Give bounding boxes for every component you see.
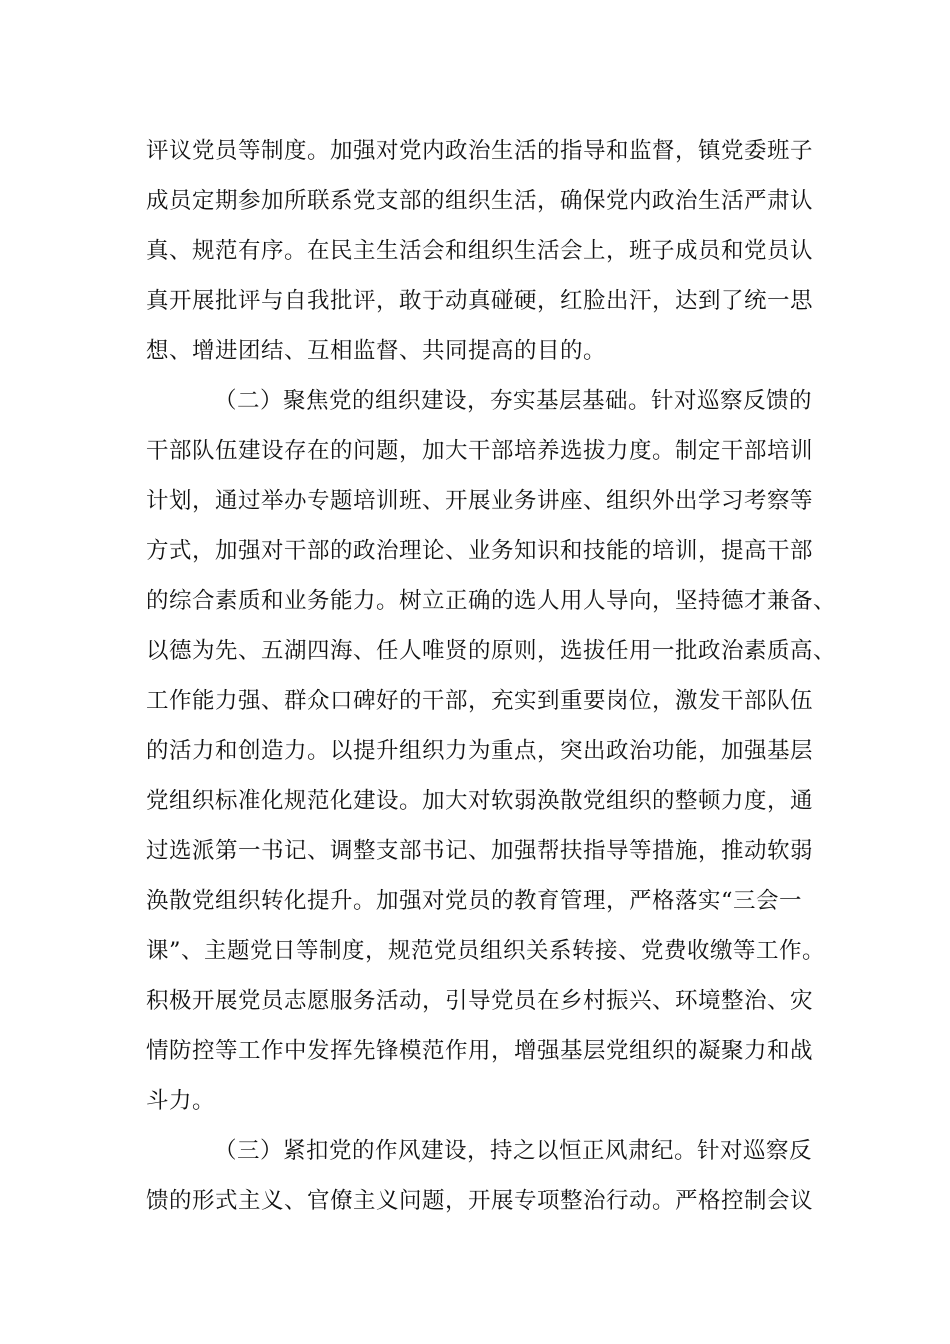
text-line: 评议党员等制度。加强对党内政治生活的指导和监督，镇党委班子 — [146, 138, 814, 164]
text-line: 的活力和创造力。以提升组织力为重点，突出政治功能，加强基层 — [146, 738, 814, 764]
text-line: 以德为先、五湖四海、任人唯贤的原则，选拔任用一批政治素质高、 — [146, 638, 837, 664]
text-line: 涣散党组织转化提升。加强对党员的教育管理，严格落实“三会一 — [146, 888, 803, 914]
text-line: 工作能力强、群众口碑好的干部，充实到重要岗位，激发干部队伍 — [146, 688, 814, 714]
text-line: 党组织标准化规范化建设。加大对软弱涣散党组织的整顿力度，通 — [146, 788, 814, 814]
text-line: 情防控等工作中发挥先锋模范作用，增强基层党组织的凝聚力和战 — [146, 1038, 814, 1064]
text-line: 想、增进团结、互相监督、共同提高的目的。 — [146, 338, 607, 364]
text-line: 干部队伍建设存在的问题，加大干部培养选拔力度。制定干部培训 — [146, 438, 814, 464]
section-heading-line: （二）聚焦党的组织建设，夯实基层基础。针对巡察反馈的 — [214, 388, 813, 414]
text-line: 真、规范有序。在民主生活会和组织生活会上，班子成员和党员认 — [146, 238, 814, 264]
text-line: 的综合素质和业务能力。树立正确的选人用人导向，坚持德才兼备、 — [146, 588, 837, 614]
text-line: 积极开展党员志愿服务活动，引导党员在乡村振兴、环境整治、灾 — [146, 988, 814, 1014]
text-line: 课”、主题党日等制度，规范党员组织关系转接、党费收缴等工作。 — [146, 938, 826, 964]
text-line: 斗力。 — [146, 1088, 216, 1114]
text-line: 计划，通过举办专题培训班、开展业务讲座、组织外出学习考察等 — [146, 488, 814, 514]
text-line: 馈的形式主义、官僚主义问题，开展专项整治行动。严格控制会议 — [146, 1188, 814, 1214]
section-heading-line: （三）紧扣党的作风建设，持之以恒正风肃纪。针对巡察反 — [214, 1138, 813, 1164]
text-line: 方式，加强对干部的政治理论、业务知识和技能的培训，提高干部 — [146, 538, 814, 564]
text-line: 成员定期参加所联系党支部的组织生活，确保党内政治生活严肃认 — [146, 188, 814, 214]
text-line: 真开展批评与自我批评，敢于动真碰硬，红脸出汗，达到了统一思 — [146, 288, 814, 314]
text-line: 过选派第一书记、调整支部书记、加强帮扶指导等措施，推动软弱 — [146, 838, 814, 864]
